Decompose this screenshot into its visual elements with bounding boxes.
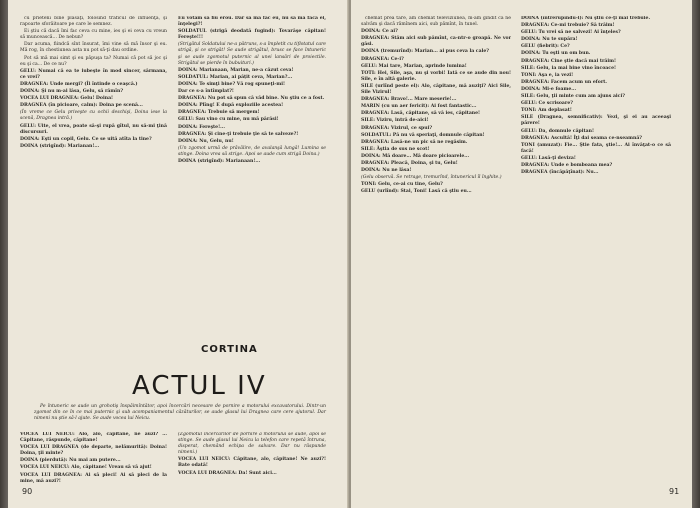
text-line: GELU: Numai că ea te iubeşte în mod sincer, sărmana, ce vrei? (20, 68, 167, 80)
text-line: SILE (urlînd peste el): Alo, căpitane, mă auziţi? Aici Sile, Sile Vizirul! (361, 83, 511, 96)
text-line: DOINA (strigînd): Marianaan!... (178, 158, 261, 164)
text-line: (Un zgomot urmă de prăvălire, de avalanşă lungă! Lumina se stinge. Doina vrea să strige. Apoi se aude cum strigă Doina.) (178, 145, 326, 157)
text-line: DOINA (strigînd): Marianan!... (20, 143, 100, 149)
text-line: DRAGNEA: Stăm aici sub pămînt, ca-ntr-o groapă. Ne vor găsi. (361, 36, 511, 48)
left-page-column-4 (178, 432, 326, 484)
text-line: Ei ştiu că dacă îmi fac ceva cu mine, ies şi ei ceva cu vreun să muncească... De nebun? (20, 29, 167, 41)
text-line: SILE: Viziru, intră de-aici! (361, 118, 429, 124)
text-line: TONI (amuzat): Fie... Ştie fata, ştie!... Ai învăţat-o ce să facă! (521, 142, 671, 154)
text-line: DOINA: Nu te supăra! (521, 37, 578, 43)
text-line: VOCEA LUI DRAGNEA: Gelu! Doina! (20, 96, 114, 102)
text-line: DRAGNEA: Şi cine-ţi trebuie ţie să te salveze?! (178, 131, 299, 137)
right-page (351, 0, 700, 508)
text-line: GELU (fiebrit): Ce? (521, 44, 570, 50)
text-line: DOINA: Ce ai? (361, 29, 398, 35)
text-line: GELU: Sau vino cu mine, nu mă părăsi! (178, 117, 279, 123)
text-line: DRAGNEA: Unde e bomboana mea? (521, 162, 613, 168)
text-line: DRAGNEA: Lasă, căpitane, să vă ies, căpitane! (361, 111, 481, 117)
text-line: cu prieteni bine plasaţi, folosind traficul de influenţă, şi rapoarte sforăitoare pe care le semnez. (20, 16, 167, 28)
text-line: DOINA: Şi nu m-ai lăsa, Gelu, să rămîn? (20, 89, 124, 95)
text-line: DRAGNEA: Nu pot să spun că văd bine. Nu ştiu ce a fost. (178, 96, 325, 102)
text-line: TONI: Gelu, ce-ai cu tine, Gelu? (361, 182, 443, 188)
act-intro-stage-direction: Pe întuneric se aude un grohotiş înspăimîntător, apoi încercări necesare de pornire a motorului excavatorului. Dintr-un zgomot din ce în ce mai puternic şi sub acompaniamentul căzăturilor, se aude glasul lui Dragnea care cere ajutorul. Dar nimeni nu ştie să-l ajute. Se aude vocea lui Neicu. (34, 404, 326, 421)
text-line: GELU: Uite, el vrea, poate să-şi rupă gîtul, nu să-mi ţină discursuri. (20, 123, 167, 135)
text-line: DRAGNEA: Vizirul, ce spui? (361, 125, 433, 131)
text-line: GELU: Mai tare, Marian, aprinde lumina! (361, 63, 467, 69)
left-page-column-3 (20, 432, 167, 484)
text-line: DOINA: Mă doare... Mă doare picioarele... (361, 153, 470, 159)
text-line: chemat prea tare, am chemat televiziunea, m-am gîndit că ne salvăm şi dacă rămînem aici, sub pămînt, în tunel. (361, 16, 511, 28)
text-line: SILE (Dragnea, semnificativ): Vezi, şi ei au aceeaşi părere! (521, 115, 671, 127)
text-line: DRAGNEA: Ascultă! Îţi dai seama ce-nseamnă? (521, 135, 642, 141)
left-page (0, 0, 349, 508)
page-number-left: 90 (22, 487, 33, 496)
text-line: DOINA (tremurînd): Marian... ai pus ceva la cale? (361, 49, 489, 55)
text-line: VOCEA LUI NEICU: Căpitane, alo, căpitane! Ne auzi?! Bate odată! (178, 457, 326, 469)
text-line: DOINA: Nu, Gelu, nu! (178, 138, 234, 144)
text-line: DOINA: Mi-e foame... (521, 86, 577, 92)
left-page-column-2 (178, 16, 326, 342)
text-line: SOLDATUL: Pă nu vă speriaţi, domnule căpitan! (361, 132, 485, 138)
text-line: SILE: Gelu, ia mai bine vino încoace! (521, 65, 617, 71)
text-line: DRAGNEA (încăpăţînat): Nu... (521, 170, 599, 176)
text-line: (În vreme ce Gelu priveşte cu ochii deschişi, Doina iese la scenă, Dragnea intră.) (20, 110, 167, 122)
text-line: DRAGNEA: Ce-mi trebuie? Să trăim! (521, 23, 615, 29)
text-line: TOTI: Hei, Sile, aşa, nu şi vorbi! Iată ce se aude din nou! Sile, e în altă galerie. (361, 70, 511, 82)
text-line: TONI: Aşa e, ia vezi! (521, 72, 574, 78)
text-line: VOCEA LUI DRAGNEA (de departe, nelămurită): Doina! Doina, ţii minte? (20, 445, 167, 457)
right-page-column-1 (361, 16, 511, 484)
text-line: DOINA: Eşti un copil, Gelu. Ce se uită atîta la tine? (20, 136, 152, 142)
text-line: VOCEA LUI NEICU: Alo, căpitane! Vreau să vă ajut! (20, 465, 152, 471)
text-line: (Gelu observă. Se retrage, tremurînd, întunericul îl înghite.) (361, 175, 502, 181)
text-line: DRAGNEA: Unde mergi? (Îi întinde o ceaşcă.) (20, 81, 138, 87)
text-line: Dar acuma, fiindcă sînt însurat, îmi vine să mă însor şi eu. Mă rog, în chestiunea asta nu pot să-ţi dau ordine. (20, 42, 167, 54)
text-line: DOINA: Fereşte!... (178, 124, 225, 130)
text-line: (Zgomotul încercărilor de pornire a motorului se aude, apoi se stinge. Se aude glasul lui Neicu la telefon care repetă întruna, disperat, chemând echipa de salvare. Dar nu răspunde nimeni.) (178, 432, 326, 456)
text-line: DOINA: Te simţi bine? Vă rog spuneţi-mi! (178, 81, 286, 87)
text-line: Pot să mă mai simt şi eu păpuşa ta? Numai că pot să joc şi eu şi ca... De ce nu? (20, 55, 167, 67)
right-page-column-2 (521, 16, 671, 484)
text-line: VOCEA LUI NEICU: Alo, alo, căpitane, ne auzi? ... Căpitane, răspunde, căpitane! (20, 432, 167, 444)
text-line: Dar ce s-a întîmplat?! (178, 89, 234, 95)
text-line: SILE: Gelu, ţii minte cum am ajuns aici? (521, 94, 625, 100)
text-line: GELU: Da, domnule căpitan! (521, 128, 594, 134)
text-line: DOINA: Plîng! E după exploziile acestea! (178, 103, 284, 109)
text-line: VOCEA LUI DRAGNEA: Da! Sunt aici... (178, 470, 277, 476)
text-line: DOINA: Marianaan, Marian, ne-a căzut ceva! (178, 67, 294, 73)
text-line: TONI: Am deplasat! (521, 108, 572, 114)
text-line: DOINA (pierdută): Nu mai am putere... (20, 458, 121, 464)
text-line: GELU: Ce scrisoare? (521, 101, 573, 107)
text-line: VOCEA LUI DRAGNEA: Ai să pleci! Ai să pleci de la mine, mă auzi?! (20, 472, 167, 484)
text-line: SOLDATUL (strigă deodată fugind): Tovarăşe căpitan! Fereşte!!! (178, 29, 326, 41)
text-line: DOINA (întrerupîndu-l): Nu ştiu ce-ţi mai trebuie. (521, 16, 651, 21)
text-line: GELU: Lasă-ţi deviza! (521, 155, 576, 161)
text-line: SOLDATUL: Marian, ai pățit ceva, Marian?... (178, 74, 293, 80)
left-page-column-1 (20, 16, 167, 342)
text-line: GELU (urlînd): Stai, Toni! Lasă că ştiu eu... (361, 189, 472, 195)
act-title: ACTUL IV (132, 371, 267, 401)
text-line: DRAGNEA: Cine ştie dacă mai trăim! (521, 58, 616, 64)
text-line: SILE: Ăştia de sus ne scot! (361, 146, 430, 152)
text-line: DOINA: Nu ne lăsa! (361, 168, 412, 174)
left-book-edge (0, 0, 8, 508)
text-line: DOINA: Tu eşti un om bun. (521, 51, 591, 57)
text-line: DRAGNEA: Ce-i? (361, 56, 404, 62)
text-line: Eu votam să fiu erou. Dar să mă fac eu, nu să mă facă ei, înţelegi?! (178, 16, 326, 28)
text-line: DRAGNEA: Facem acum un efort. (521, 79, 607, 85)
text-line: MARIN (cu un aer fericit): Ai fost fantastic... (361, 104, 477, 110)
text-line: GELU: Tu vrei să ne salvezi! Ai înţeles? (521, 30, 621, 36)
right-book-edge (692, 0, 700, 508)
text-line: DRAGNEA: Trebuie să mergem! (178, 110, 260, 116)
text-line: DRAGNEA (în picioare, calm): Doina pe scenă... (20, 103, 143, 109)
page-number-right: 91 (669, 487, 680, 496)
text-line: DRAGNEA: Lasă-ne un pic să ne regăsim. (361, 139, 468, 145)
cortina-heading: CORTINA (201, 344, 258, 355)
text-line: DRAGNEA: Bravo!... Mare meserie!... (361, 97, 457, 103)
text-line: (Strigătul Soldatului ne-a pătruns, s-a împletit cu tiflotatul care strigă, şi ce strigăt! Se aude strigătul, brusc se face întuneric şi se aude zgomotul puternic al unei lansări de proiectile. Strigătul se pierde în bubuituri.) (178, 42, 326, 66)
text-line: DRAGNEA: Pleacă, Doina, şi tu, Gelu! (361, 160, 458, 166)
